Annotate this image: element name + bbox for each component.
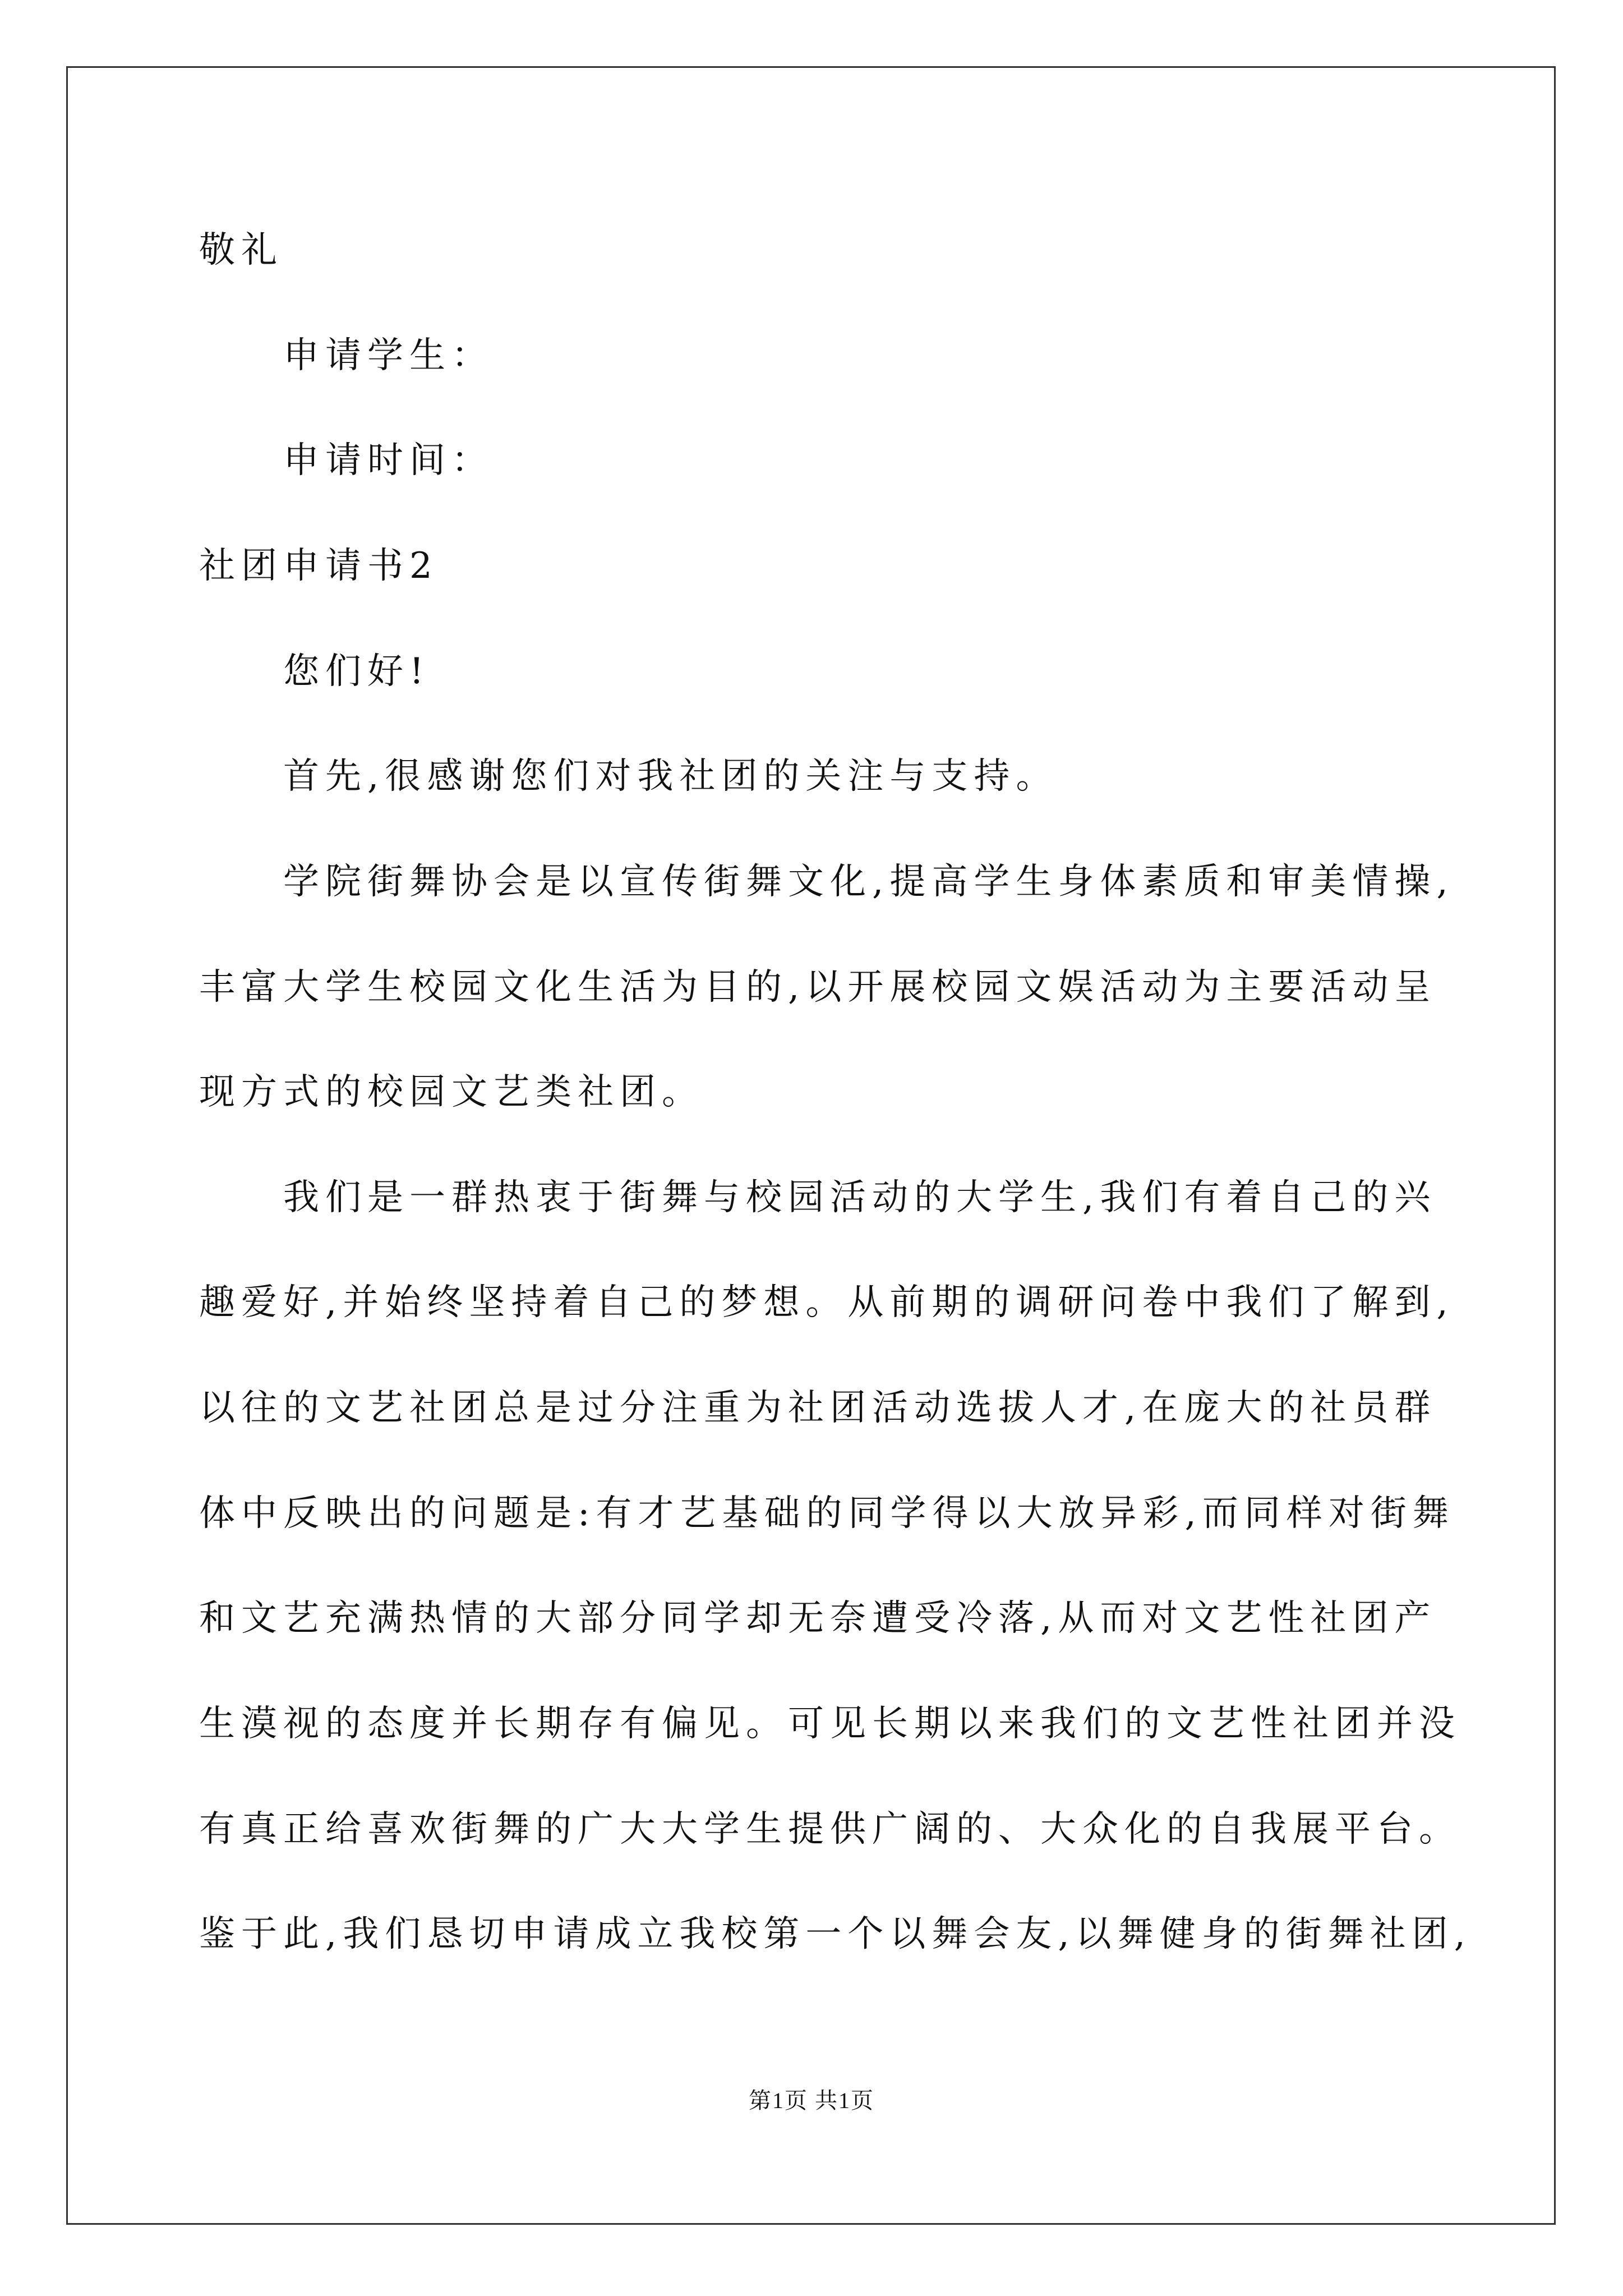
paragraph-line: 我们是一群热衷于街舞与校园活动的大学生,我们有着自己的兴 <box>283 1177 1437 1218</box>
paragraph-line: 趣爱好,并始终坚持着自己的梦想。从前期的调研问卷中我们了解到, <box>199 1282 1454 1323</box>
paragraph-line: 有真正给喜欢街舞的广大大学生提供广阔的、大众化的自我展平台。 <box>199 1809 1461 1850</box>
paragraph-line: 以往的文艺社团总是过分注重为社团活动选拔人才,在庞大的社员群 <box>199 1387 1437 1429</box>
page-border <box>66 66 1556 2225</box>
paragraph-line: 现方式的校园文艺类社团。 <box>199 1071 704 1113</box>
page-number-footer: 第1页 共1页 <box>749 2088 874 2113</box>
paragraph-line: 生漠视的态度并长期存有偏见。可见长期以来我们的文艺性社团并没 <box>199 1703 1461 1745</box>
application-date-label: 申请时间： <box>283 440 494 481</box>
greeting: 您们好! <box>283 651 430 692</box>
paragraph-line: 学院街舞协会是以宣传街舞文化,提高学生身体素质和审美情操, <box>283 861 1454 903</box>
section-title: 社团申请书2 <box>199 545 439 587</box>
paragraph-line: 和文艺充满热情的大部分同学却无奈遭受冷落,从而对文艺性社团产 <box>199 1598 1437 1639</box>
paragraph-line: 鉴于此,我们恳切申请成立我校第一个以舞会友,以舞健身的街舞社团, <box>199 1913 1472 1955</box>
paragraph-line: 丰富大学生校园文化生活为目的,以开展校园文娱活动为主要活动呈 <box>199 967 1437 1008</box>
paragraph-line: 首先,很感谢您们对我社团的关注与支持。 <box>283 756 1058 797</box>
applicant-student-label: 申请学生： <box>283 335 494 376</box>
paragraph-line: 体中反映出的问题是:有才艺基础的同学得以大放异彩,而同样对街舞 <box>199 1493 1455 1534</box>
closing-salutation: 敬礼 <box>199 229 283 271</box>
